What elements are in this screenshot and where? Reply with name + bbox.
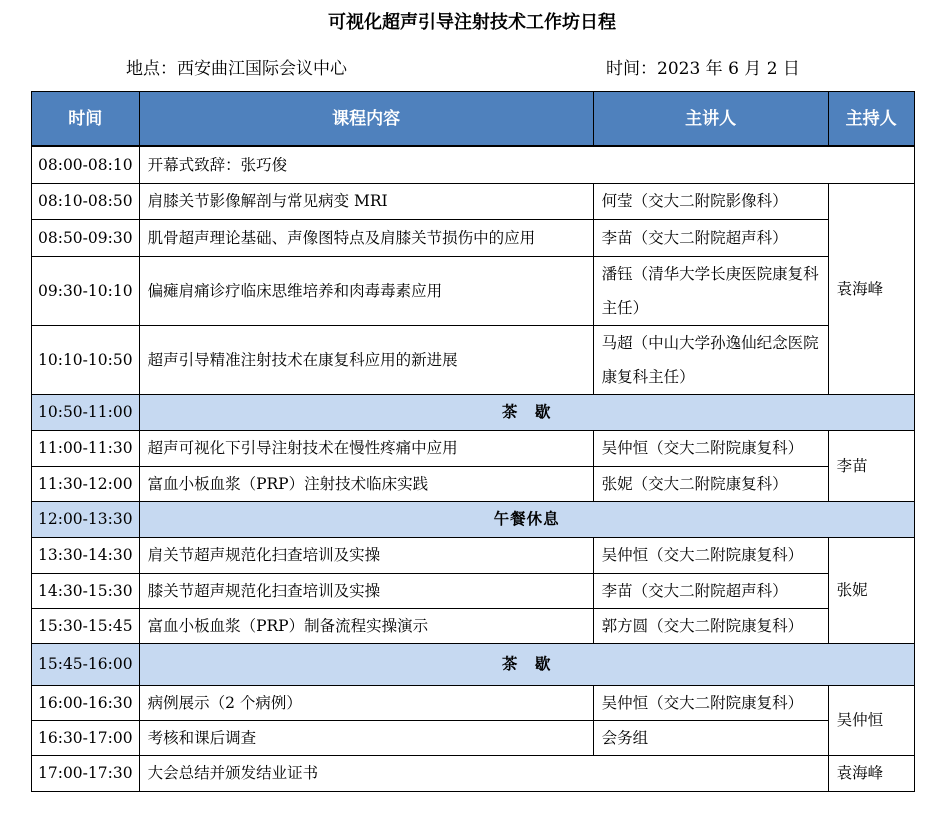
header-speaker: 主讲人 [593,92,828,147]
table-row [32,256,915,325]
break-label: 午餐休息 [139,501,914,537]
speaker-cell: 吴仲恒（交大二附院康复科） [593,537,828,573]
break-row [32,394,915,430]
host-cell: 李苗 [828,430,914,501]
header-content: 课程内容 [139,92,593,147]
content-cell: 病例展示（2 个病例） [139,685,593,720]
time-cell: 10:50-11:00 [32,394,140,430]
content-cell: 膝关节超声规范化扫查培训及实操 [139,573,593,608]
time-cell: 16:30-17:00 [32,720,140,755]
host-cell: 袁海峰 [828,755,914,791]
content-cell: 考核和课后调查 [139,720,593,755]
table-row [32,537,915,573]
time-cell: 10:10-10:50 [32,325,140,394]
break-label: 茶 歇 [139,394,914,430]
speaker-cell: 李苗（交大二附院超声科） [593,573,828,608]
time-cell: 11:00-11:30 [32,430,140,466]
time-cell: 14:30-15:30 [32,573,140,608]
table-row [32,146,915,183]
header-host: 主持人 [828,92,914,147]
table-header-row [32,92,915,147]
page-title: 可视化超声引导注射技术工作坊日程 [328,12,616,33]
content-cell: 肩关节超声规范化扫查培训及实操 [139,537,593,573]
speaker-cell: 吴仲恒（交大二附院康复科） [593,430,828,466]
speaker-cell: 潘钰（清华大学长庚医院康复科主任） [593,256,828,325]
host-cell: 袁海峰 [828,183,914,394]
content-cell: 超声引导精准注射技术在康复科应用的新进展 [139,325,593,394]
content-cell: 开幕式致辞：张巧俊 [139,146,914,183]
speaker-cell: 会务组 [593,720,828,755]
table-row [32,685,915,720]
table-row [32,219,915,256]
content-cell: 富血小板血浆（PRP）制备流程实操演示 [139,608,593,643]
table-row [32,430,915,466]
speaker-cell: 吴仲恒（交大二附院康复科） [593,685,828,720]
table-row [32,608,915,643]
date-text: 时间：2023 年 6 月 2 日 [606,59,800,79]
table-row [32,183,915,219]
header-time: 时间 [32,92,140,147]
content-cell: 大会总结并颁发结业证书 [139,755,828,791]
table-row [32,466,915,501]
time-cell: 17:00-17:30 [32,755,140,791]
time-cell: 08:50-09:30 [32,219,140,256]
break-row [32,643,915,685]
time-cell: 11:30-12:00 [32,466,140,501]
table-row [32,720,915,755]
time-cell: 15:45-16:00 [32,643,140,685]
location-text: 地点：西安曲江国际会议中心 [126,59,347,79]
host-cell: 张妮 [828,537,914,643]
speaker-cell: 郭方圆（交大二附院康复科） [593,608,828,643]
table-row [32,573,915,608]
time-cell: 09:30-10:10 [32,256,140,325]
speaker-cell: 张妮（交大二附院康复科） [593,466,828,501]
table-row [32,325,915,394]
break-label: 茶 歇 [139,643,914,685]
speaker-cell: 何莹（交大二附院影像科） [593,183,828,219]
schedule-table [31,91,915,792]
content-cell: 富血小板血浆（PRP）注射技术临床实践 [139,466,593,501]
time-cell: 16:00-16:30 [32,685,140,720]
content-cell: 偏瘫肩痛诊疗临床思维培养和肉毒毒素应用 [139,256,593,325]
content-cell: 肌骨超声理论基础、声像图特点及肩膝关节损伤中的应用 [139,219,593,256]
time-cell: 13:30-14:30 [32,537,140,573]
speaker-cell: 马超（中山大学孙逸仙纪念医院康复科主任） [593,325,828,394]
content-cell: 肩膝关节影像解剖与常见病变 MRI [139,183,593,219]
time-cell: 15:30-15:45 [32,608,140,643]
time-cell: 12:00-13:30 [32,501,140,537]
host-cell: 吴仲恒 [828,685,914,755]
time-cell: 08:00-08:10 [32,146,140,183]
content-cell: 超声可视化下引导注射技术在慢性疼痛中应用 [139,430,593,466]
speaker-cell: 李苗（交大二附院超声科） [593,219,828,256]
break-row [32,501,915,537]
table-row [32,755,915,791]
time-cell: 08:10-08:50 [32,183,140,219]
